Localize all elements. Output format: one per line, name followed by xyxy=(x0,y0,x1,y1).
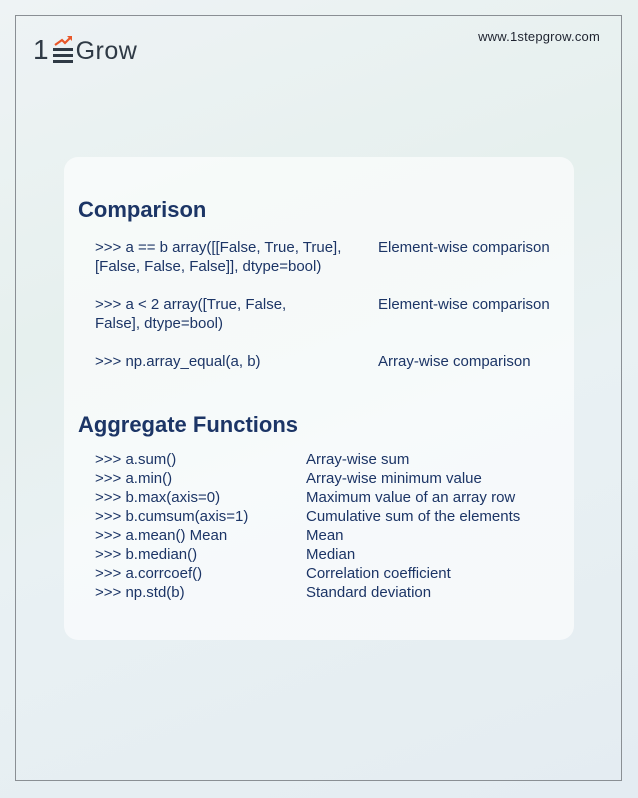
comparison-code: >>> a < 2 array([True, False, False], dtype=bool) xyxy=(95,296,287,332)
aggregate-code: >>> b.median() xyxy=(95,546,198,563)
aggregate-description: Maximum value of an array row xyxy=(306,489,516,506)
aggregate-code: >>> np.std(b) xyxy=(95,584,185,601)
aggregate-description: Array-wise sum xyxy=(306,451,410,468)
aggregate-description: Standard deviation xyxy=(306,584,432,601)
website-url[interactable]: www.1stepgrow.com xyxy=(478,29,600,44)
logo-wordmark: Grow xyxy=(75,37,138,65)
comparison-description: Element-wise comparison xyxy=(378,296,550,313)
aggregate-description: Array-wise minimum value xyxy=(306,470,482,487)
aggregate-code: >>> a.corrcoef() xyxy=(95,565,203,582)
stairs-arrow-icon xyxy=(51,34,75,64)
comparison-description: Array-wise comparison xyxy=(378,353,531,370)
content-card xyxy=(64,157,574,640)
comparison-description: Element-wise comparison xyxy=(378,239,550,256)
aggregate-row xyxy=(95,450,565,469)
aggregate-row xyxy=(95,507,565,526)
aggregate-row xyxy=(95,488,565,507)
aggregate-code: >>> a.min() xyxy=(95,470,173,487)
aggregate-row xyxy=(95,545,565,564)
logo-prefix: 1 xyxy=(33,34,49,65)
aggregate-code: >>> a.mean() Mean xyxy=(95,527,228,544)
aggregate-code: >>> a.sum() xyxy=(95,451,177,468)
aggregate-title: Aggregate Functions xyxy=(78,412,299,437)
aggregate-row xyxy=(95,469,565,488)
aggregate-list xyxy=(95,450,565,602)
comparison-code: >>> a == b array([[False, True, True], [False, False, False]], dtype=bool) xyxy=(95,239,342,275)
aggregate-code: >>> b.max(axis=0) xyxy=(95,489,221,506)
aggregate-description: Cumulative sum of the elements xyxy=(306,508,521,525)
aggregate-row xyxy=(95,526,565,545)
brand-logo[interactable] xyxy=(33,28,137,64)
comparison-title: Comparison xyxy=(78,197,207,222)
aggregate-row xyxy=(95,564,565,583)
aggregate-row xyxy=(95,583,565,602)
aggregate-description: Mean xyxy=(306,527,344,544)
aggregate-description: Correlation coefficient xyxy=(306,565,451,582)
comparison-code: >>> np.array_equal(a, b) xyxy=(95,353,261,370)
aggregate-code: >>> b.cumsum(axis=1) xyxy=(95,508,249,525)
aggregate-description: Median xyxy=(306,546,356,563)
